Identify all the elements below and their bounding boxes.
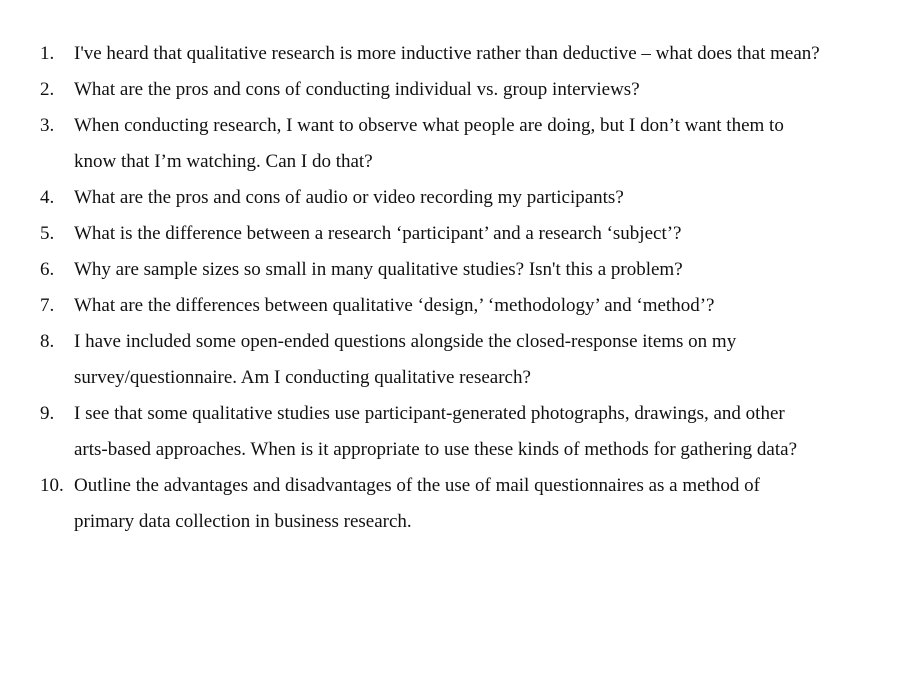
question-text: What is the difference between a research ‘participant’ and a research ‘subject’? [74, 223, 682, 244]
question-text: When conducting research, I want to observe what people are doing, but I don’t want them to know that I’m watching. Can I do that? [74, 115, 784, 172]
question-item [40, 36, 820, 72]
question-text: What are the pros and cons of conducting individual vs. group interviews? [74, 79, 640, 100]
question-item [40, 108, 820, 180]
question-item [40, 288, 820, 324]
question-list [40, 36, 820, 540]
question-number: 8. [40, 331, 55, 352]
question-number: 2. [40, 79, 55, 100]
question-text: I see that some qualitative studies use participant-generated photographs, drawings, and other arts-based approaches. When is it appropriate to use these kinds of methods for gathering data? [74, 403, 798, 460]
question-number: 1. [40, 43, 55, 64]
question-number: 9. [40, 403, 55, 424]
question-text: I've heard that qualitative research is more inductive rather than deductive – what does that mean? [74, 43, 820, 64]
question-item [40, 180, 820, 216]
question-number: 7. [40, 295, 55, 316]
question-item [40, 396, 820, 468]
question-number: 10. [40, 475, 64, 496]
question-number: 3. [40, 115, 55, 136]
question-text: Outline the advantages and disadvantages of the use of mail questionnaires as a method of primary data collection in business research. [74, 475, 760, 532]
question-text: I have included some open-ended questions alongside the closed-response items on my survey/questionnaire. Am I conducting qualitative research? [74, 331, 737, 388]
question-number: 6. [40, 259, 55, 280]
question-item [40, 252, 820, 288]
question-text: What are the pros and cons of audio or video recording my participants? [74, 187, 624, 208]
question-item [40, 468, 820, 540]
question-text: Why are sample sizes so small in many qualitative studies? Isn't this a problem? [74, 259, 683, 280]
question-item [40, 216, 820, 252]
question-number: 5. [40, 223, 55, 244]
question-text: What are the differences between qualitative ‘design,’ ‘methodology’ and ‘method’? [74, 295, 715, 316]
question-number: 4. [40, 187, 55, 208]
question-item [40, 72, 820, 108]
question-item [40, 324, 820, 396]
